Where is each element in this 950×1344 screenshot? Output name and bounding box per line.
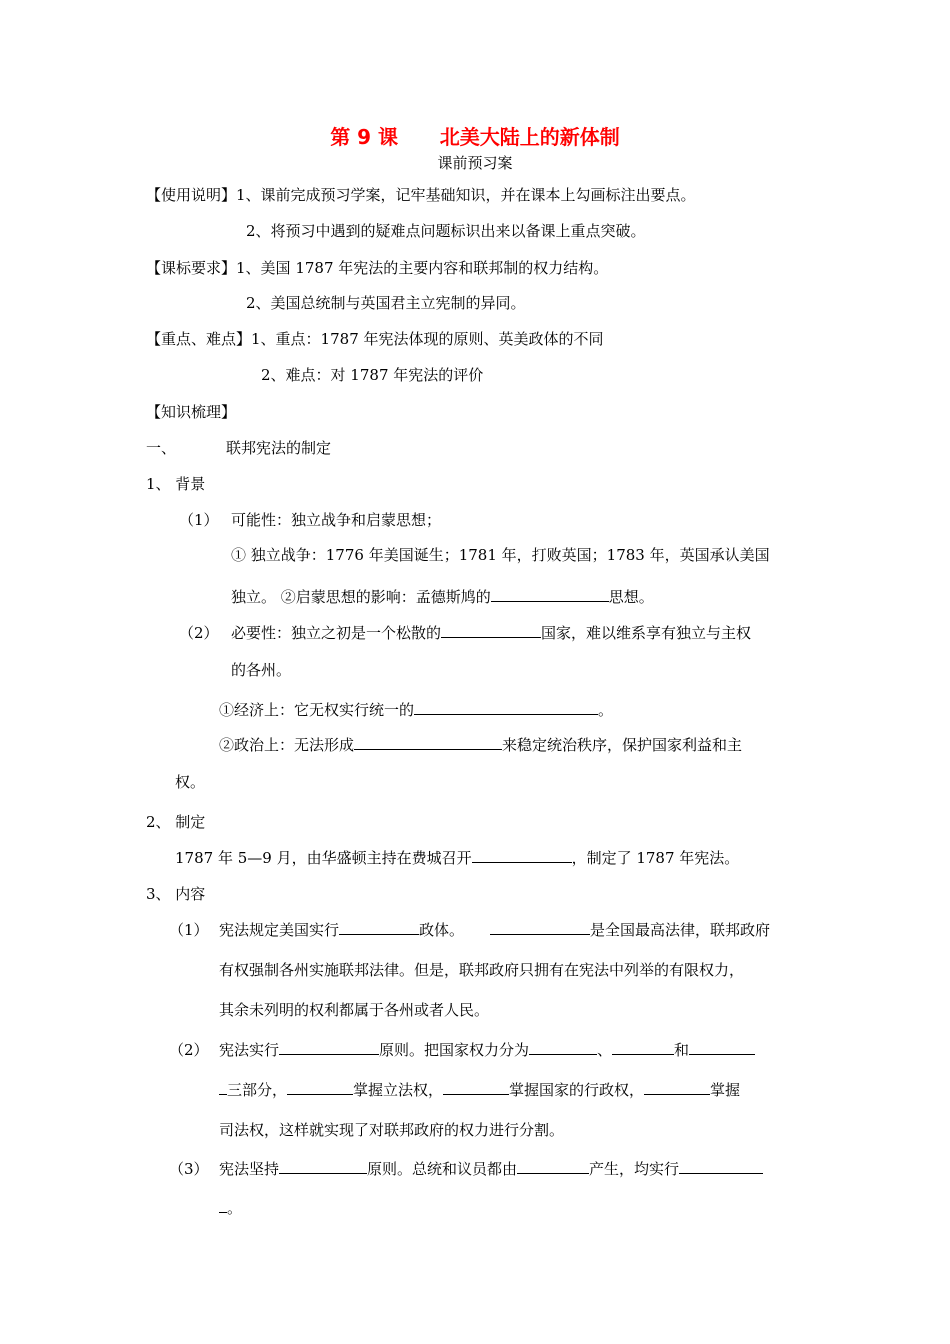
- c1-number: （1）: [169, 921, 209, 939]
- c2-number: （2）: [169, 1041, 209, 1059]
- blank-line: [287, 1080, 353, 1095]
- p1-number: （1）: [179, 511, 219, 529]
- c1-line-1: [219, 920, 770, 940]
- c2-text-d: 和: [674, 1041, 690, 1059]
- blank-line: [689, 1040, 755, 1055]
- c3-end: 。: [227, 1199, 243, 1217]
- blank-line: [612, 1040, 674, 1055]
- p2-text: [231, 623, 751, 643]
- blank-line: [443, 1080, 509, 1095]
- p2-text-b: 国家，难以维系享有独立与主权: [541, 624, 752, 642]
- usage-label: 【使用说明】: [146, 186, 237, 204]
- c1-text-a: 宪法规定美国实行: [219, 921, 340, 939]
- p2-economy-end: 。: [598, 701, 614, 719]
- blank-line: [279, 1040, 379, 1055]
- p2-economy-text: ①经济上：它无权实行统一的: [219, 701, 415, 719]
- c2-line-2-b: 掌握立法权，: [353, 1081, 444, 1099]
- c3-text-c: 产生，均实行: [589, 1160, 680, 1178]
- blank-line: [414, 700, 598, 715]
- blank-line: [472, 848, 572, 863]
- p2-text-c: 的各州。: [231, 661, 292, 679]
- c2-line-2-d: 掌握: [710, 1081, 741, 1099]
- section1-number: 一、: [146, 439, 177, 457]
- keypoints-item-1: 1、重点：1787 年宪法体现的原则、英美政体的不同: [251, 330, 604, 348]
- p1-sub-1: ① 独立战争：1776 年美国诞生；1781 年，打败英国；1783 年，英国承认美国: [231, 546, 770, 564]
- standards-line-1: [146, 258, 608, 278]
- usage-item-1: 1、课前完成预习学案，记牢基础知识，并在课本上勾画标注出要点。: [236, 186, 696, 204]
- content-heading: 3、 内容: [146, 885, 206, 903]
- c3-line-1: [219, 1159, 763, 1179]
- p2-politics-text: ②政治上：无法形成: [219, 736, 355, 754]
- blank-line: [644, 1080, 710, 1095]
- usage-item-2: 2、将预习中遇到的疑难点问题标识出来以备课上重点突破。: [246, 222, 646, 240]
- usage-line-1: [146, 185, 696, 205]
- c2-text-c: 、: [597, 1041, 613, 1059]
- c2-line-2-a: 三部分，: [227, 1081, 288, 1099]
- standards-item-2: 2、美国总统制与英国君主立宪制的异同。: [246, 294, 526, 312]
- blank-line: [441, 623, 541, 638]
- c2-line-2: [219, 1080, 740, 1100]
- standards-item-1: 1、美国 1787 年宪法的主要内容和联邦制的权力结构。: [236, 259, 609, 277]
- make-text: [175, 848, 739, 868]
- c3-text-b: 原则。总统和议员都由: [367, 1160, 518, 1178]
- blank-line: [491, 587, 609, 602]
- knowledge-label: 【知识梳理】: [146, 403, 237, 421]
- keypoints-item-2: 2、难点：对 1787 年宪法的评价: [261, 366, 484, 384]
- blank-line: [339, 920, 419, 935]
- c2-line-3: 司法权，这样就实现了对联邦政府的权力进行分割。: [219, 1121, 565, 1139]
- p2-text-a: 必要性：独立之初是一个松散的: [231, 624, 442, 642]
- blank-line: [529, 1040, 597, 1055]
- blank-line: [679, 1159, 763, 1174]
- c1-text-b: 政体。: [419, 921, 465, 939]
- c3-number: （3）: [169, 1160, 209, 1178]
- blank-line: [279, 1159, 367, 1174]
- section1-title: 联邦宪法的制定: [226, 439, 332, 457]
- blank-line: [517, 1159, 589, 1174]
- make-text-a: 1787 年 5—9 月，由华盛顿主持在费城召开: [175, 849, 472, 867]
- standards-label: 【课标要求】: [146, 259, 237, 277]
- p1-sub-2-end: 思想。: [608, 588, 654, 606]
- blank-line: [219, 1080, 227, 1095]
- background-heading: 1、 背景: [146, 475, 206, 493]
- page-title: 第 9 课 北美大陆上的新体制: [330, 125, 620, 149]
- p2-number: （2）: [179, 624, 219, 642]
- c3-line-2: [219, 1198, 242, 1218]
- keypoints-line-1: [146, 329, 604, 349]
- p1-text: 可能性：独立战争和启蒙思想；: [231, 511, 442, 529]
- c2-text-b: 原则。把国家权力分为: [379, 1041, 530, 1059]
- blank-line: [490, 920, 590, 935]
- c2-text-a: 宪法实行: [219, 1041, 280, 1059]
- keypoints-label: 【重点、难点】: [146, 330, 252, 348]
- blank-line: [354, 735, 502, 750]
- p1-sub-2: [231, 587, 654, 607]
- c1-line-2: 有权强制各州实施联邦法律。但是，联邦政府只拥有在宪法中列举的有限权力，: [219, 961, 745, 979]
- p2-economy: [219, 700, 613, 720]
- make-text-b: ，制定了 1787 年宪法。: [571, 849, 740, 867]
- p2-politics-end: 来稳定统治秩序，保护国家利益和主: [502, 736, 743, 754]
- p2-politics: [219, 735, 742, 755]
- page-subtitle: 课前预习案: [437, 154, 513, 172]
- c1-line-3: 其余未列明的权利都属于各州或者人民。: [219, 1001, 490, 1019]
- c2-line-2-c: 掌握国家的行政权，: [509, 1081, 645, 1099]
- c3-text-a: 宪法坚持: [219, 1160, 280, 1178]
- p1-sub-2-text: 独立。 ②启蒙思想的影响：孟德斯鸠的: [231, 588, 491, 606]
- make-heading: 2、 制定: [146, 813, 206, 831]
- blank-line: [219, 1198, 227, 1213]
- c1-text-c: 是全国最高法律，联邦政府: [590, 921, 771, 939]
- p2-politics-cont: 权。: [175, 773, 206, 791]
- c2-line-1: [219, 1040, 755, 1060]
